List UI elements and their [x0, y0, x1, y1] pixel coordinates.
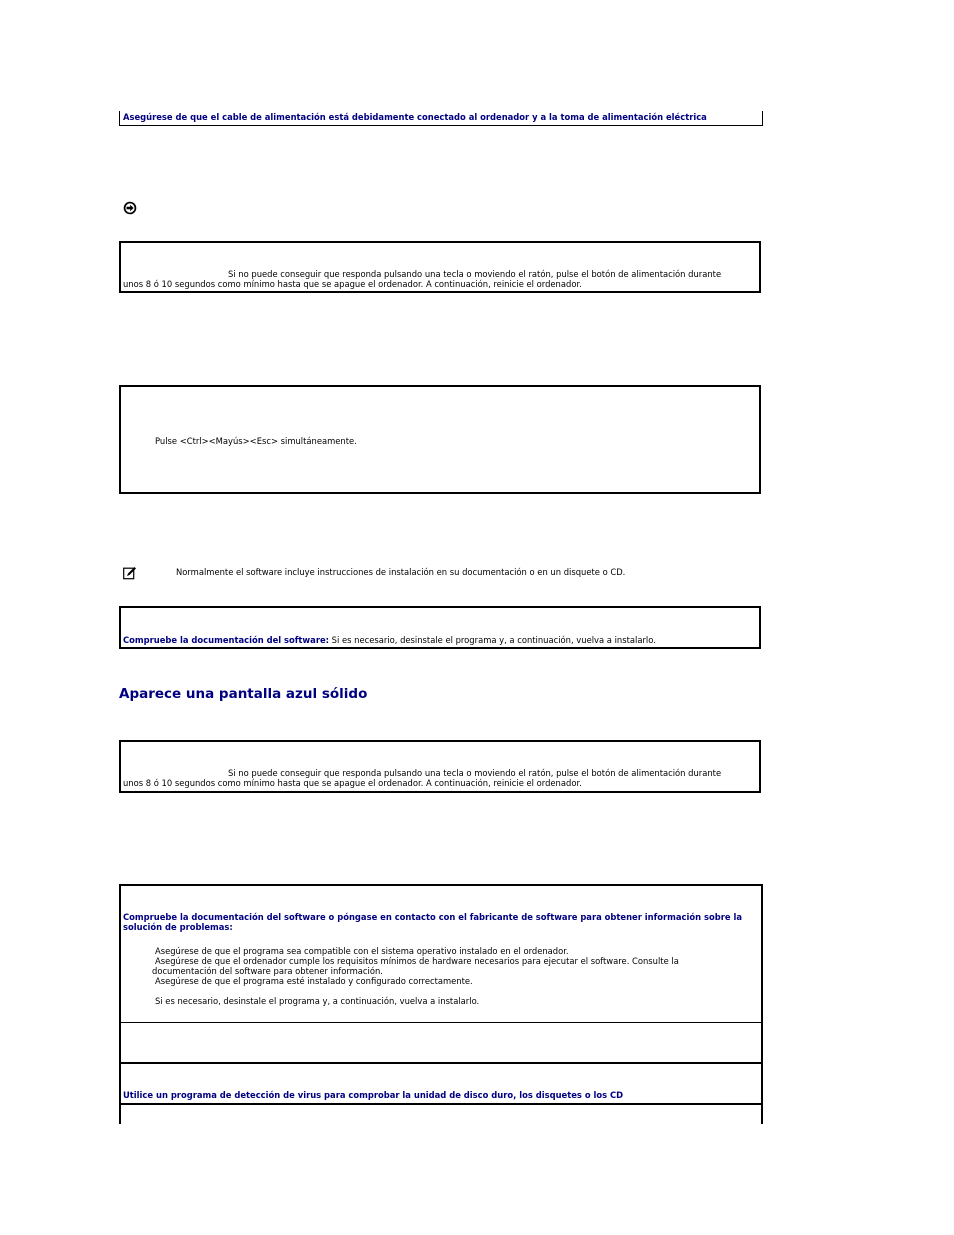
note-pencil-icon [123, 565, 137, 584]
section-heading: Aparece una pantalla azul sólido [119, 686, 368, 702]
table-divider-1 [119, 1022, 763, 1023]
power-cable-instruction: Asegúrese de que el cable de alimentación está debidamente conectado al ordenador y a la toma de alimentación eléctrica [123, 112, 707, 122]
power-button-2-text-line1: Si no puede conseguir que responda pulsando una tecla o moviendo el ratón, pulse el botón de alimentación durante [228, 768, 722, 778]
troubleshoot-item-1: Asegúrese de que el programa sea compatible con el sistema operativo instalado en el ordenador. [155, 946, 569, 956]
notice-icon [123, 200, 137, 219]
troubleshoot-label-line2: solución de problemas: [123, 922, 233, 932]
troubleshoot-reinstall: Si es necesario, desinstale el programa y, a continuación, vuelva a instalarlo. [155, 996, 480, 1006]
troubleshoot-item-2: Asegúrese de que el ordenador cumple los requisitos mínimos de hardware necesarios para ejecutar el software. Consulte la [155, 956, 679, 966]
note-text: Normalmente el software incluye instrucciones de instalación en su documentación o en un disquete o CD. [176, 567, 626, 577]
power-button-text-line1: Si no puede conseguir que responda pulsando una tecla o moviendo el ratón, pulse el botón de alimentación durante [228, 269, 722, 279]
software-doc-line [123, 635, 656, 645]
table-divider-3 [119, 1103, 763, 1105]
power-button-2-text-line2: unos 8 ó 10 segundos como mínimo hasta que se apague el ordenador. A continuación, reinicie el ordenador. [123, 778, 582, 788]
troubleshoot-label-line1: Compruebe la documentación del software o póngase en contacto con el fabricante de software para obtener información sobre la [123, 912, 742, 922]
power-button-text-line2: unos 8 ó 10 segundos como mínimo hasta que se apague el ordenador. A continuación, reinicie el ordenador. [123, 279, 582, 289]
table-divider-2 [119, 1062, 763, 1064]
troubleshoot-item-3: Asegúrese de que el programa esté instalado y configurado correctamente. [155, 976, 473, 986]
troubleshoot-item-2-cont: documentación del software para obtener información. [152, 966, 383, 976]
software-doc-text: Si es necesario, desinstale el programa y, a continuación, vuelva a instalarlo. [329, 635, 656, 645]
ctrl-shift-esc-text: Pulse <Ctrl><Mayús><Esc> simultáneamente. [155, 436, 357, 446]
virus-scan-label: Utilice un programa de detección de virus para comprobar la unidad de disco duro, los disquetes o los CD [123, 1090, 624, 1100]
software-doc-label: Compruebe la documentación del software: [123, 635, 329, 645]
